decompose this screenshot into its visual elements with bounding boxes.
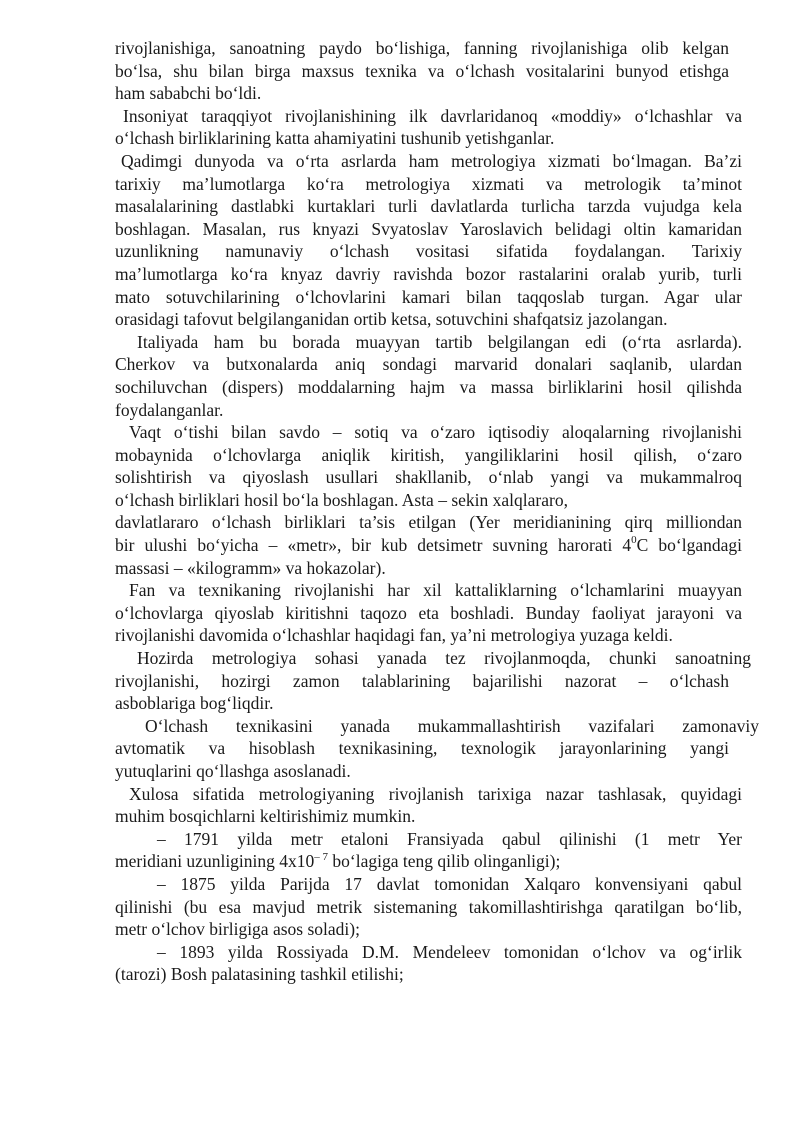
text-line: Fan va texnikaning rivojlanishi har xil kattaliklarning o‘lchamlarini muayyan (129, 580, 742, 601)
text-line: asboblariga bog‘liqdir. (115, 693, 274, 714)
paragraph (115, 37, 742, 105)
text-line: – 1791 yilda metr etaloni Fransiyada qabul qilinishi (1 metr Yer (157, 828, 742, 849)
text-line: Vaqt o‘tishi bilan savdo – sotiq va o‘zaro iqtisodiy aloqalarning rivojlanishi (129, 422, 742, 443)
paragraph (115, 647, 751, 715)
paragraph (115, 331, 742, 421)
text-line: orasidagi tafovut belgilanganidan ortib ketsa, sotuvchini shafqatsiz jazolangan. (115, 309, 668, 330)
paragraph (115, 873, 742, 941)
text-line: o‘lchash birliklarining katta ahamiyatini tushunib yetishganlar. (115, 128, 555, 149)
text-line: Insoniyat taraqqiyot rivojlanishining ilk davrlaridanoq «moddiy» o‘lchashlar va (123, 105, 742, 126)
paragraph (115, 105, 742, 150)
text-line: O‘lchash texnikasini yanada mukammallashtirish vazifalari zamonaviy (145, 715, 759, 736)
text-line: yutuqlarini qo‘llashga asoslanadi. (115, 761, 351, 781)
text-line: (tarozi) Bosh palatasining tashkil etilishi; (115, 964, 404, 985)
paragraph (115, 150, 742, 331)
text-line: metr o‘lchov birligiga asos soladi); (115, 919, 360, 940)
superscript: 0 (631, 534, 637, 547)
superscript: – 7 (314, 850, 329, 863)
text-line: mato sotuvchilarining o‘lchovlarini kamari bilan taqqoslab turgan. Agar ular (115, 286, 742, 307)
text-line: sochiluvchan (dispers) moddalarning hajm va massa birliklarini hosil qilishda (115, 376, 742, 397)
document-page (115, 37, 759, 986)
text-line: o‘lchash birliklari hosil bo‘la boshlagan. Asta – sekin xalqlararo, (115, 489, 568, 510)
paragraph (115, 783, 742, 828)
text-line: boshlagan. Masalan, rus knyazi Svyatoslav Yaroslavich belidagi oltin kamaridan (115, 218, 742, 239)
text-line: Italiyada ham bu borada muayyan tartib belgilangan edi (o‘rta asrlarda). (137, 331, 742, 352)
text-line: qilinishi (bu esa mavjud metrik sistemaning takomillashtirishga qaratilgan bo‘lib, (115, 896, 742, 917)
text-line: bo‘lsa, shu bilan birga maxsus texnika va o‘lchash vositalarini bunyod etishga (115, 60, 729, 81)
text-line: davlatlararo o‘lchash birliklari ta’sis etilgan (Yer meridianining qirq milliondan (115, 512, 742, 533)
paragraph (115, 579, 742, 647)
text-line: Cherkov va butxonalarda aniq sondagi marvarid donalari saqlanib, ulardan (115, 354, 742, 375)
text-line: meridiani uzunligining $4x10^{- 7}$ bo‘lagiga teng qilib olinganligi); (115, 850, 561, 872)
text-line: ham sababchi bo‘ldi. (115, 83, 262, 104)
paragraph (115, 941, 742, 986)
text-line: rivojlanishi, hozirgi zamon talablarining bajarilishi nazorat – o‘lchash (115, 670, 729, 691)
text-line: mobaynida o‘lchovlarga aniqlik kiritish, yangiliklarini hosil qilish, o‘zaro (115, 444, 742, 465)
paragraph (115, 421, 742, 579)
text-line: Xulosa sifatida metrologiyaning rivojlanish tarixiga nazar tashlasak, quyidagi (129, 783, 742, 804)
text-line: o‘lchovlarga qiyoslab kiritishni taqozo eta boshladi. Bunday faoliyat jarayoni va (115, 602, 742, 623)
text-line: Hozirda metrologiya sohasi yanada tez rivojlanmoqda, chunki sanoatning (137, 648, 751, 669)
text-line: foydalanganlar. (115, 399, 224, 420)
text-line: – 1893 yilda Rossiyada D.M. Mendeleev tomonidan o‘lchov va og‘irlik (157, 941, 742, 962)
text-line: ma’lumotlarga ko‘ra knyaz davriy ravishda bozor rastalarini oralab yurib, turli (115, 263, 742, 284)
text-line: massasi – «kilogramm» va hokazolar). (115, 557, 386, 578)
text-line: avtomatik va hisoblash texnikasining, texnologik jarayonlarining yangi (115, 738, 729, 759)
text-line: rivojlanishi davomida o‘lchashlar haqidagi fan, ya’ni metrologiya yuzaga keldi. (115, 625, 673, 646)
text-line: uzunlikning namunaviy o‘lchash vositasi sifatida foydalangan. Tarixiy (115, 241, 742, 262)
text-line: muhim bosqichlarni keltirishimiz mumkin. (115, 806, 416, 827)
text-line: – 1875 yilda Parijda 17 davlat tomonidan Xalqaro konvensiyani qabul (157, 873, 742, 894)
text-line: solishtirish va qiyoslash usullari shakllanib, o‘nlab yangi va mukammalroq (115, 467, 742, 488)
text-line: Qadimgi dunyoda va o‘rta asrlarda ham metrologiya xizmati bo‘lmagan. Ba’zi (121, 150, 742, 171)
text-line: masalalarining dastlabki kurtaklari turli davlatlarda turlicha tarzda vujudga kela (115, 196, 742, 217)
text-line: bir ulushi bo‘yicha – «metr», bir kub detsimetr suvning harorati $4^0C$ bo‘lgandagi (115, 534, 742, 556)
text-line: tarixiy ma’lumotlarga ko‘ra metrologiya xizmati va metrologik ta’minot (115, 173, 742, 194)
text-line: rivojlanishiga, sanoatning paydo bo‘lishiga, fanning rivojlanishiga olib kelgan (115, 38, 729, 58)
paragraph (115, 715, 759, 783)
paragraph (115, 828, 742, 873)
